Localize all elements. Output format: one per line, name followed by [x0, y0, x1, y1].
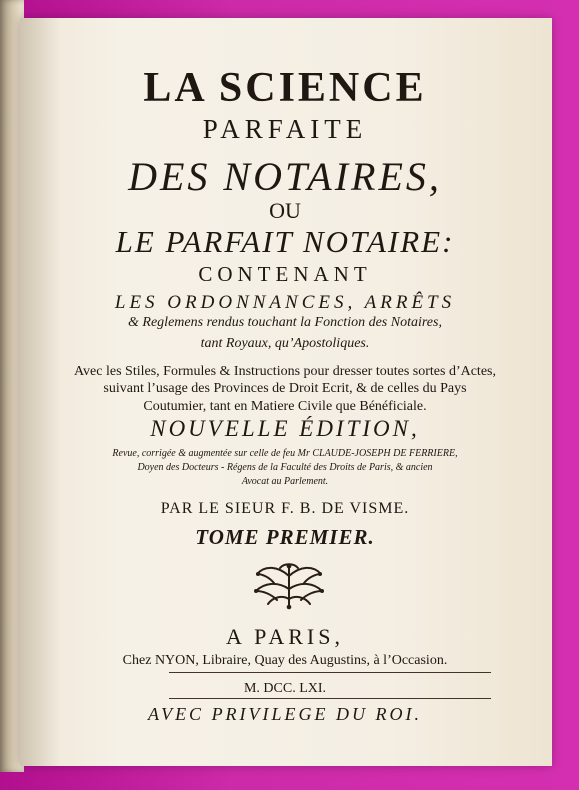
title-line-15: Doyen des Docteurs - Régens de la Faculté des Droits de Paris, & ancien [137, 462, 433, 473]
title-line-1: LA SCIENCE [143, 65, 427, 111]
separator-rule-top [169, 672, 491, 673]
separator-rule-bottom [169, 698, 491, 699]
title-line-3: DES NOTAIRES, [128, 154, 442, 199]
title-line-8: & Reglemens rendus touchant la Fonction des Notaires, [128, 315, 442, 330]
title-line-21: M. DCC. LXI. [243, 681, 327, 696]
title-line-9: tant Royaux, qu’Apostoliques. [200, 336, 370, 351]
title-line-13: NOUVELLE ÉDITION, [150, 416, 420, 441]
title-line-18: TOME PREMIER. [195, 525, 375, 549]
title-line-11: suivant l’usage des Provinces de Droit Ecrit, & de celles du Pays [103, 381, 467, 396]
title-line-4: OU [269, 198, 301, 223]
title-line-2: PARFAITE [202, 114, 368, 144]
title-line-6: CONTENANT [198, 262, 372, 286]
title-line-14: Revue, corrigée & augmentée sur celle de feu Mr CLAUDE-JOSEPH DE FERRIERE, [112, 448, 458, 459]
title-line-16: Avocat au Parlement. [241, 476, 329, 487]
title-line-10: Avec les Stiles, Formules & Instructions pour dresser toutes sortes d’Actes, [73, 364, 496, 379]
title-line-5: LE PARFAIT NOTAIRE: [115, 224, 455, 259]
title-line-22: AVEC PRIVILEGE DU ROI. [147, 704, 423, 724]
title-line-17: PAR LE SIEUR F. B. DE VISME. [160, 500, 410, 517]
title-line-7: LES ORDONNANCES, ARRÊTS [114, 292, 456, 313]
title-line-19: A PARIS, [225, 624, 344, 649]
title-line-20: Chez NYON, Libraire, Quay des Augustins, à l’Occasion. [122, 653, 448, 668]
title-line-12: Coutumier, tant en Matiere Civile que Bénéficiale. [143, 399, 427, 414]
floral-ornament-icon [247, 560, 331, 613]
